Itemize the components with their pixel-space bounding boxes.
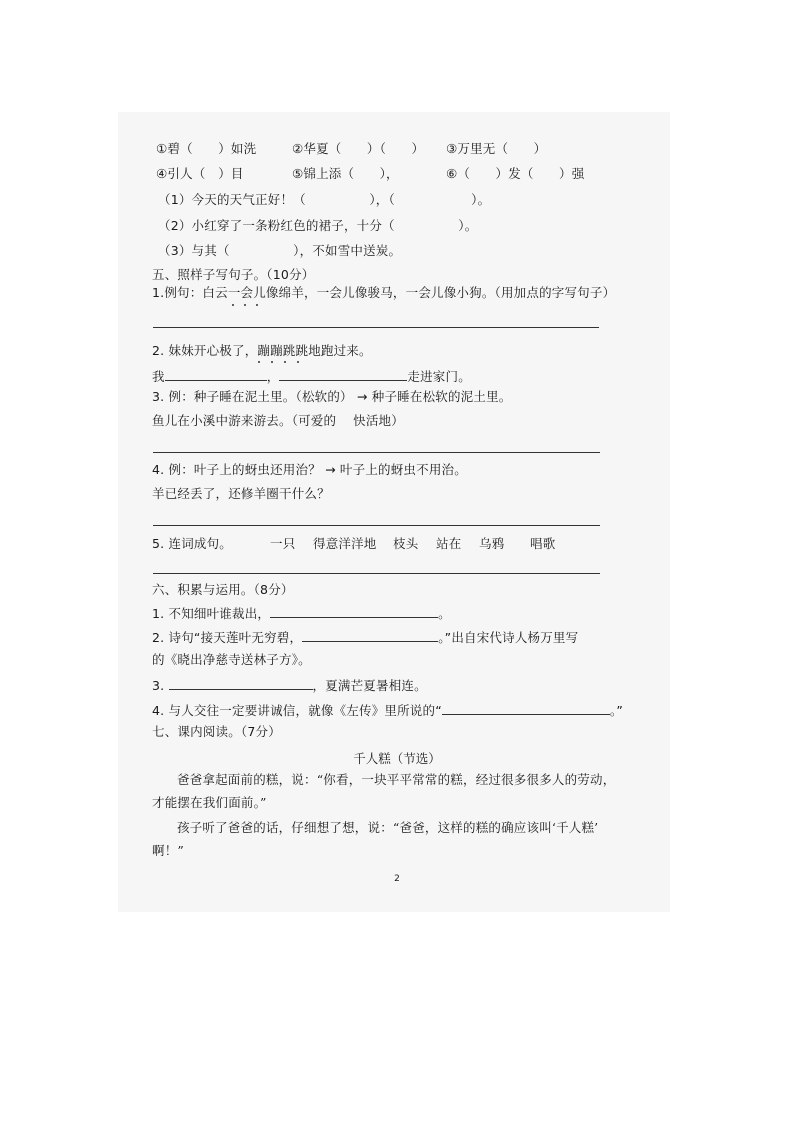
fill-q2: （2）小红穿了一条粉红色的裙子，十分（ ）。 <box>158 218 478 233</box>
s6-q2-line2: 的《晓出净慈寺送林子方》。 <box>152 652 311 667</box>
passage-title: 千人糕（节选） <box>353 751 441 766</box>
s6-q2 <box>152 629 578 646</box>
word-3: 枝头 <box>393 536 419 551</box>
s6-q4-end: 。” <box>609 703 624 718</box>
s6-q1-text: 1. 不知细叶谁裁出， <box>152 606 271 621</box>
blank-2[interactable] <box>279 368 407 381</box>
word-6: 唱歌 <box>530 536 556 551</box>
page-number: 2 <box>394 874 400 884</box>
idiom-2: ②华夏（ ）（ ） <box>292 141 425 156</box>
s5-ex1: 1.例句：白云一会儿像绵羊，一会儿像骏马，一会儿像小狗。（用加点的字写句子） <box>152 285 616 300</box>
idiom-1: ①碧（ ）如洗 <box>156 141 257 156</box>
s6-q2-end: 。”出自宋代诗人杨万里写 <box>438 630 579 645</box>
passage-p1-l2: 才能摆在我们面前。” <box>152 795 267 810</box>
s5-ex2: 2. 妹妹开心极了，蹦蹦跳跳地跑过来。 <box>152 343 372 358</box>
emphasis-dot <box>271 361 273 363</box>
s6-q4-text: 4. 与人交往一定要讲诚信，就像《左传》里所说的“ <box>152 703 442 718</box>
emphasis-dot <box>244 304 246 306</box>
passage-p2-l1: 孩子听了爸爸的话，仔细想了想，说：“爸爸，这样的糕的确应该叫‘千人糕’ <box>177 820 599 835</box>
idiom-5: ⑤锦上添（ ）， <box>292 166 399 181</box>
s5-ex2-comma: ， <box>266 369 280 384</box>
s5-ex4: 4. 例：叶子上的蚜虫还用治？ → 叶子上的蚜虫不用治。 <box>152 462 467 477</box>
s5-ex3-task: 鱼儿在小溪中游来游去。（可爱的 快活地） <box>152 413 404 428</box>
s5-ex3: 3. 例：种子睡在泥土里。（松软的） → 种子睡在松软的泥土里。 <box>152 389 512 404</box>
emphasis-dot <box>297 361 299 363</box>
blank-s6-q3[interactable] <box>169 677 313 690</box>
s6-q1-end: 。 <box>438 606 451 621</box>
emphasis-dot <box>232 304 234 306</box>
word-4: 站在 <box>436 536 462 551</box>
idiom-3: ③万里无（ ） <box>446 141 547 156</box>
answer-line <box>153 327 599 328</box>
answer-line <box>153 452 600 453</box>
word-1: 一只 <box>270 536 296 551</box>
section6-heading: 六、积累与运用。（8分） <box>152 582 294 597</box>
s5-ex4-task: 羊已经丢了，还修羊圈干什么？ <box>152 486 330 501</box>
s6-q3 <box>152 677 427 694</box>
s5-ex2-suffix: 走进家门。 <box>407 369 471 384</box>
s6-q3-num: 3. <box>152 678 169 693</box>
fill-q1: （1）今天的天气正好！（ ），（ ）。 <box>158 192 491 207</box>
emphasis-dot <box>258 361 260 363</box>
emphasis-dot <box>256 304 258 306</box>
passage-p1-l1: 爸爸拿起面前的糕，说：“你看，一块平平常常的糕，经过很多很多人的劳动， <box>177 772 616 787</box>
blank-s6-q4[interactable] <box>442 702 610 715</box>
blank-s6-q1[interactable] <box>270 605 438 618</box>
passage-p2-l2: 啊！” <box>152 843 184 858</box>
blank-s6-q2[interactable] <box>302 629 438 642</box>
section7-heading: 七、课内阅读。（7分） <box>152 724 281 739</box>
s6-q1 <box>152 605 451 622</box>
s5-ex2-answer <box>152 368 471 385</box>
emphasis-dot <box>284 361 286 363</box>
s5-ex2-prefix: 我 <box>152 369 165 384</box>
s6-q2-text: 2. 诗句“接天莲叶无穷碧， <box>152 630 303 645</box>
word-2: 得意洋洋地 <box>313 536 377 551</box>
answer-line <box>153 573 600 574</box>
s5-ex5-label: 5. 连词成句。 <box>152 536 232 551</box>
blank-1[interactable] <box>165 368 267 381</box>
s6-q4 <box>152 702 623 719</box>
idiom-4: ④引人（ ）目 <box>156 166 244 181</box>
fill-q3: （3）与其（ ），不如雪中送炭。 <box>158 243 402 258</box>
s6-q3-text: ，夏满芒夏暑相连。 <box>312 678 427 693</box>
word-5: 乌鸦 <box>479 536 505 551</box>
answer-line <box>153 525 600 526</box>
idiom-6: ⑥（ ）发（ ）强 <box>446 166 585 181</box>
section5-heading: 五、照样子写句子。（10分） <box>152 267 315 282</box>
